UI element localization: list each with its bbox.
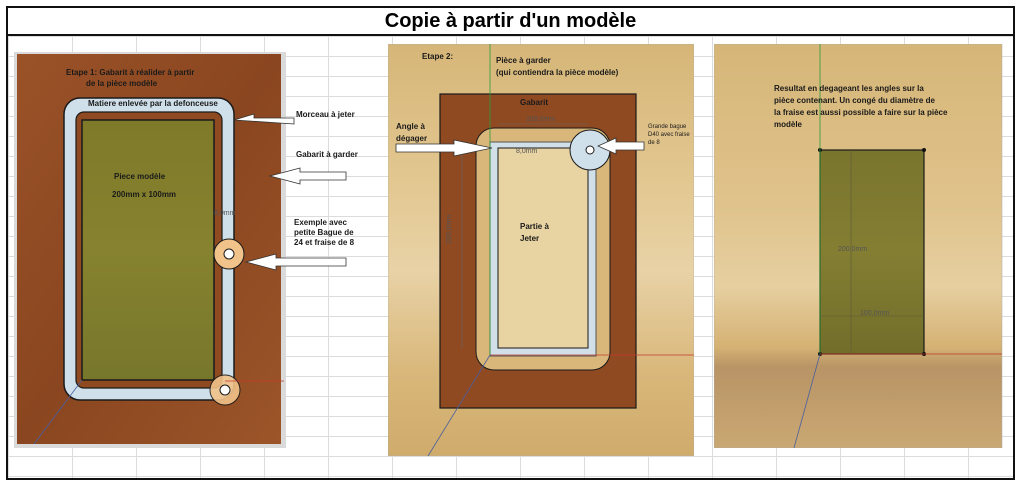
keep-piece-sublabel: (qui contiendra la pièce modèle): [496, 68, 619, 77]
discard-label: Morceau à jeter: [296, 110, 355, 119]
ring-label-line2: D40 avec fraise: [648, 132, 690, 138]
keep-label: Gabarit à garder: [296, 150, 358, 159]
example-label-line3: 24 et fraise de 8: [294, 238, 355, 247]
discard-part-label-line1: Partie à: [520, 222, 549, 231]
example-label-line2: petite Bague de: [294, 228, 354, 237]
result-text-line1: Resultat en degageant les angles sur la: [774, 84, 924, 93]
model-label: Piece modèle: [114, 172, 166, 181]
panel-step-2: [388, 44, 694, 456]
title-bar: [8, 8, 1013, 36]
result-height-dimension: 200,0mm: [838, 246, 868, 253]
small-dimension: 8,0mm: [516, 148, 538, 155]
panel-result: [714, 44, 1004, 448]
example-label-line1: Exemple avec: [294, 218, 347, 227]
result-model-piece: [820, 150, 924, 354]
clear-angle-label-line1: Angle à: [396, 122, 425, 131]
panel-step-1: [14, 52, 372, 456]
step1-title-line2: de la pièce modèle: [86, 79, 158, 88]
result-text-line4: modèle: [774, 120, 803, 129]
result-text-line3: la fraise est aussi possible a faire sur la pièce: [774, 108, 948, 117]
result-text-line2: pièce contenant. Un congé du diamètre de: [774, 96, 935, 105]
width-dimension: 100,0mm: [526, 116, 556, 123]
clear-angle-label-line2: dégager: [396, 134, 428, 143]
gabarit-label: Gabarit: [520, 98, 549, 107]
panel1-small-dimension: 8,0mm: [214, 210, 236, 217]
result-width-dimension: 100,0mm: [860, 310, 890, 317]
step1-title: Etape 1: Gabarit à réalider à partir: [66, 68, 195, 77]
model-piece: [82, 120, 214, 380]
small-cutter: [224, 249, 234, 259]
page-title: Copie à partir d'un modèle: [384, 9, 637, 32]
large-cutter: [586, 146, 594, 154]
router-band-label: Matiere enlevée par la defonceuse: [88, 99, 218, 108]
corner-cutter: [220, 385, 230, 395]
ring-label-line3: de 8: [648, 140, 660, 146]
step2-title: Etape 2:: [422, 52, 454, 61]
height-dimension: 200,0mm: [446, 214, 453, 244]
ring-label-line1: Grande bague: [648, 124, 687, 130]
keep-piece-label: Pièce à garder: [496, 56, 551, 65]
discard-part-label-line2: Jeter: [520, 234, 540, 243]
discard-part: [498, 148, 588, 348]
model-size-label: 200mm x 100mm: [112, 190, 177, 199]
corner-dot-tr: [922, 148, 926, 152]
